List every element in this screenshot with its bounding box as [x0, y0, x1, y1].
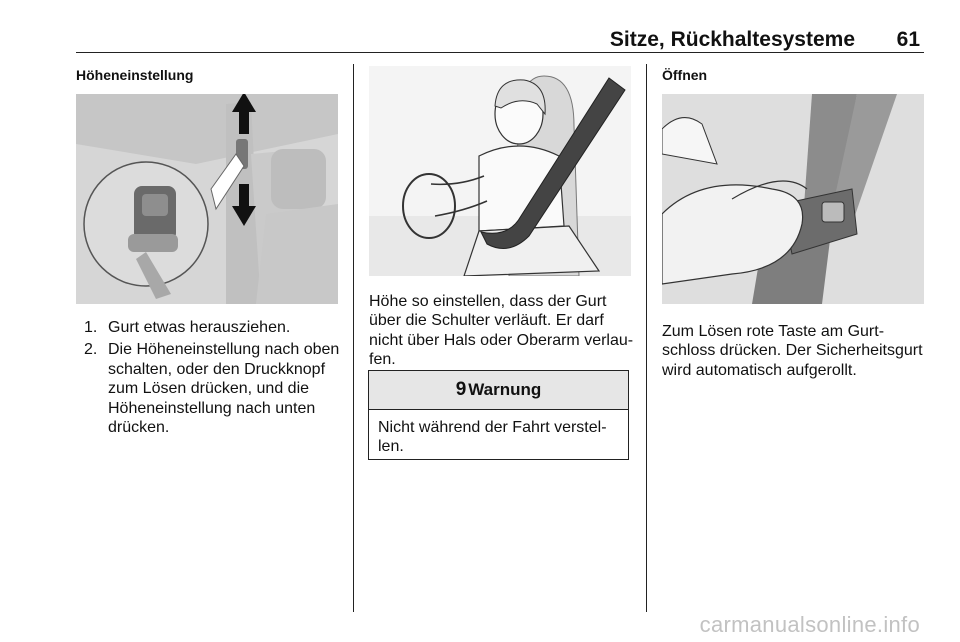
warning-text: Nicht während der Fahrt verstel-len.	[378, 419, 607, 456]
list-item	[84, 318, 342, 337]
heading-opening: Öffnen	[662, 67, 708, 83]
belt-position-text: Höhe so einstellen, dass der Gurt über die Schulter verläuft. Er darf nicht über Hals oder Oberarm verlau-fen.	[369, 293, 634, 369]
step-number: 2.	[84, 341, 98, 359]
warning-header	[369, 371, 628, 410]
page-number: 61	[896, 28, 920, 51]
release-instructions-text: Zum Lösen rote Taste am Gurt-schloss drücken. Der Sicherheitsgurt wird automatisch aufgerollt.	[662, 323, 923, 379]
column-divider-1	[353, 64, 354, 612]
watermark: carmanualsonline.info	[699, 612, 920, 637]
step-text: Gurt etwas herausziehen.	[108, 319, 291, 336]
column-divider-2	[646, 64, 647, 612]
instruction-steps	[84, 318, 342, 440]
step-number: 1.	[84, 319, 98, 336]
figure-driver-belt-position	[369, 66, 631, 276]
figure-belt-height-adjuster	[76, 94, 338, 304]
warning-title: Warnung	[468, 380, 542, 399]
heading-height-adjustment: Höheneinstellung	[76, 67, 194, 83]
step-text: Die Höheneinstellung nach oben schalten, oder den Druckknopf zum Lösen drücken, und die Höheneinstellung nach unten drücken.	[108, 341, 340, 437]
warning-triangle-icon: 9	[455, 379, 467, 400]
figure-belt-buckle-release	[662, 94, 924, 304]
page-header-title: Sitze, Rückhaltesysteme	[609, 28, 855, 51]
header-divider	[76, 52, 924, 53]
warning-box	[368, 370, 629, 460]
list-item	[84, 340, 342, 437]
